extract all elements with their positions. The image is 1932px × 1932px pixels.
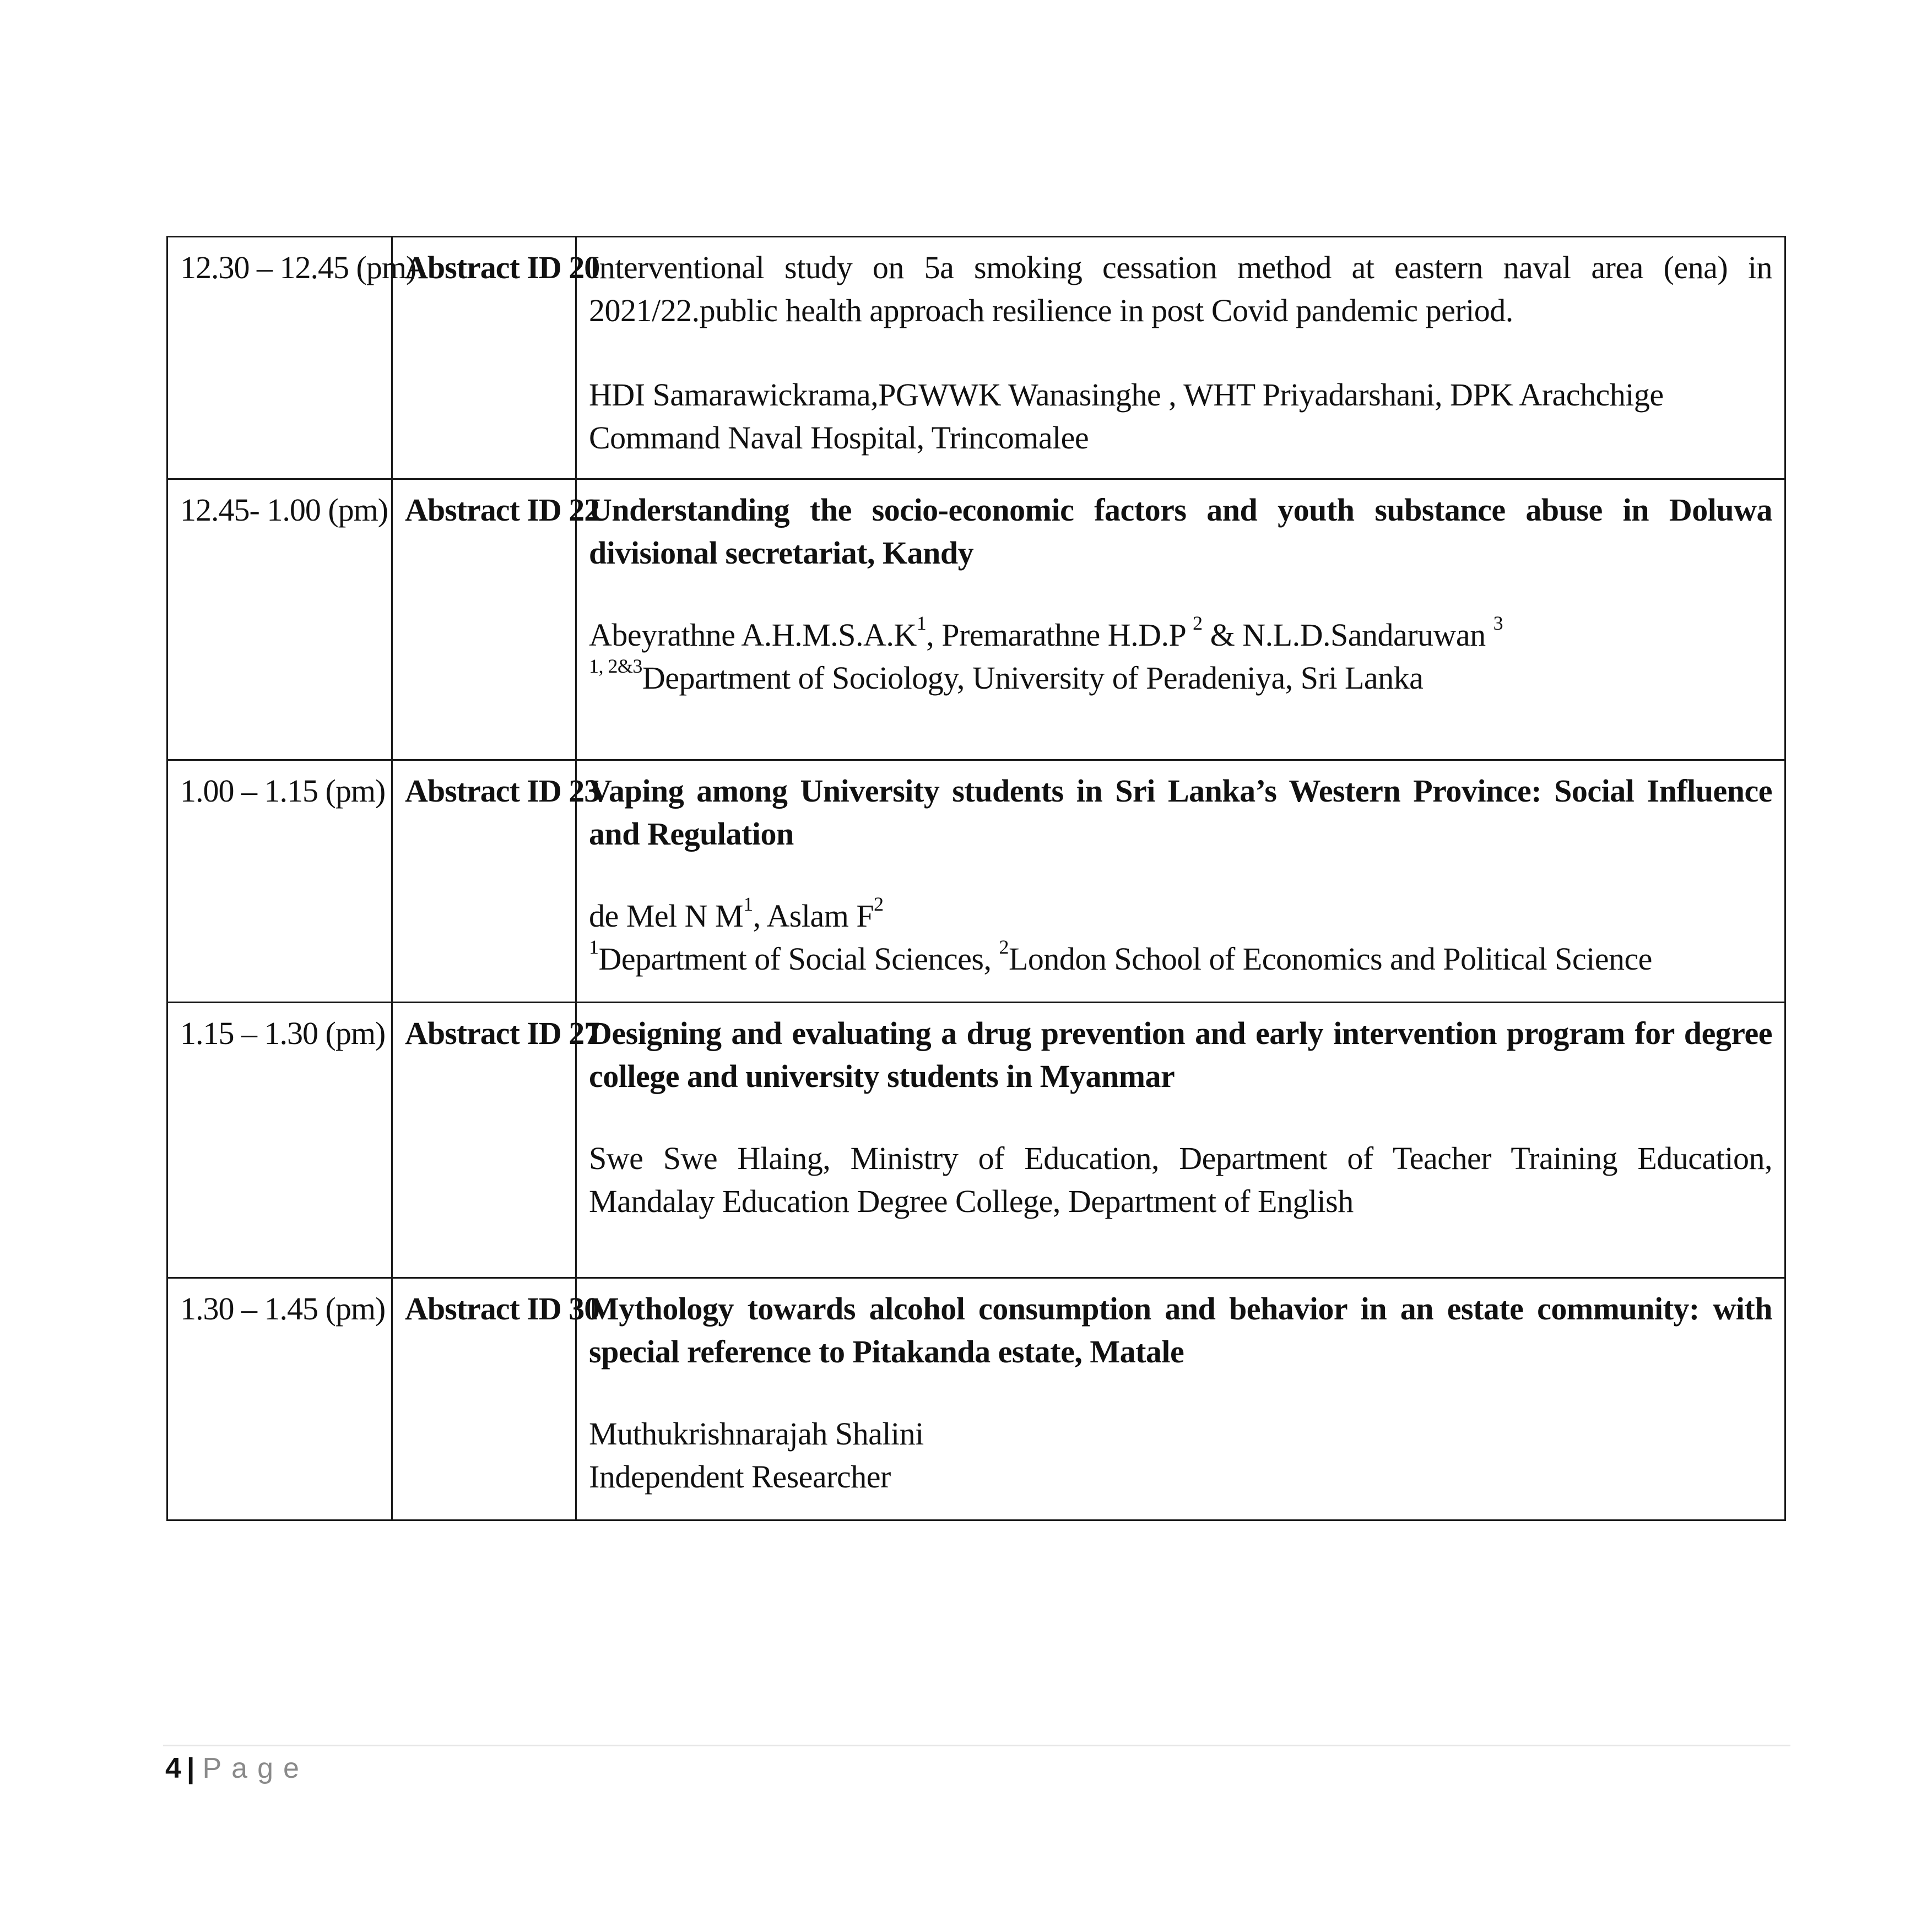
affiliation-marker: 1, 2&3 (589, 655, 642, 678)
abstract-id: Abstract ID 22 (392, 479, 576, 760)
time-cell (167, 1278, 392, 1520)
schedule-row (167, 760, 1785, 1003)
abstract-title: Vaping among University students in Sri Lanka’s Western Province: Social Influence and Regulation (589, 773, 1772, 852)
author-name: , Aslam F (753, 897, 874, 934)
abstract-id: Abstract ID 23 (392, 760, 576, 1003)
page-label: Page (202, 1752, 309, 1784)
author-marker: 2 (874, 892, 884, 915)
abstract-authors: Swe Swe Hlaing, Ministry of Education, Department of Teacher Training Education, Mandalay Education Degree College, Department of English (589, 1140, 1772, 1219)
author-marker: 3 (1493, 611, 1503, 634)
schedule-row (167, 1278, 1785, 1520)
abstract-id: Abstract ID 20 (392, 237, 576, 479)
abstract-affiliation: Independent Researcher (589, 1458, 891, 1495)
time-slot: 12.30 – 12.45 (pm) (180, 250, 416, 285)
author-name: & N.L.D.Sandaruwan (1202, 616, 1493, 653)
author-name: de Mel N M (589, 897, 744, 934)
abstract-authors (589, 611, 1772, 657)
time-cell (167, 1003, 392, 1278)
author-name: Abeyrathne A.H.M.S.A.K (589, 616, 917, 653)
author-marker: 1 (743, 892, 753, 915)
abstract-title: Interventional study on 5a smoking cessation method at eastern naval area (ena) in 2021/22.public health approach resilience in post Covid pandemic period. (589, 250, 1772, 329)
time-slot: 12.45- 1.00 (pm) (180, 492, 388, 528)
abstract-title: Designing and evaluating a drug prevention and early intervention program for degree college and university students in Myanmar (589, 1015, 1772, 1095)
affiliation-text: Department of Social Sciences, (598, 940, 999, 977)
abstract-affiliation (589, 938, 1772, 981)
time-cell (167, 479, 392, 760)
time-slot: 1.15 – 1.30 (pm) (180, 1015, 386, 1051)
footer-separator: | (186, 1752, 195, 1784)
abstract-details (576, 1278, 1785, 1520)
affiliation-marker: 2 (999, 936, 1009, 959)
abstract-authors (589, 892, 1772, 938)
schedule-row (167, 237, 1785, 479)
abstract-affiliation: Command Naval Hospital, Trincomalee (589, 419, 1089, 456)
abstract-details (576, 479, 1785, 760)
schedule-row (167, 1003, 1785, 1278)
footer-divider (163, 1745, 1790, 1746)
time-slot: 1.00 – 1.15 (pm) (180, 773, 386, 809)
author-marker: 1 (916, 611, 927, 634)
affiliation-text: Department of Sociology, University of Peradeniya, Sri Lanka (642, 659, 1424, 696)
abstract-title: Understanding the socio-economic factors and youth substance abuse in Doluwa divisional secretariat, Kandy (589, 492, 1772, 571)
schedule-row (167, 479, 1785, 760)
author-name: , Premarathne H.D.P (926, 616, 1193, 653)
abstract-details (576, 760, 1785, 1003)
time-cell (167, 237, 416, 479)
schedule-table (166, 236, 1786, 1521)
abstract-affiliation (589, 657, 1772, 700)
abstract-title: Mythology towards alcohol consumption and behavior in an estate community: with special reference to Pitakanda estate, Matale (589, 1291, 1772, 1370)
abstract-details (576, 1003, 1785, 1278)
affiliation-text: London School of Economics and Political Science (1008, 940, 1652, 977)
author-marker: 2 (1193, 611, 1203, 634)
time-cell (167, 760, 392, 1003)
page-footer (165, 1752, 309, 1785)
page-number: 4 (165, 1752, 181, 1784)
time-slot: 1.30 – 1.45 (pm) (180, 1291, 386, 1327)
abstract-details (576, 237, 1785, 479)
abstract-authors: HDI Samarawickrama,PGWWK Wanasinghe , WHT Priyadarshani, DPK Arachchige (589, 376, 1664, 413)
abstract-id: Abstract ID 30 (392, 1278, 576, 1520)
affiliation-marker: 1 (589, 936, 599, 959)
abstract-id: Abstract ID 27 (392, 1003, 576, 1278)
abstract-authors: Muthukrishnarajah Shalini (589, 1415, 924, 1452)
